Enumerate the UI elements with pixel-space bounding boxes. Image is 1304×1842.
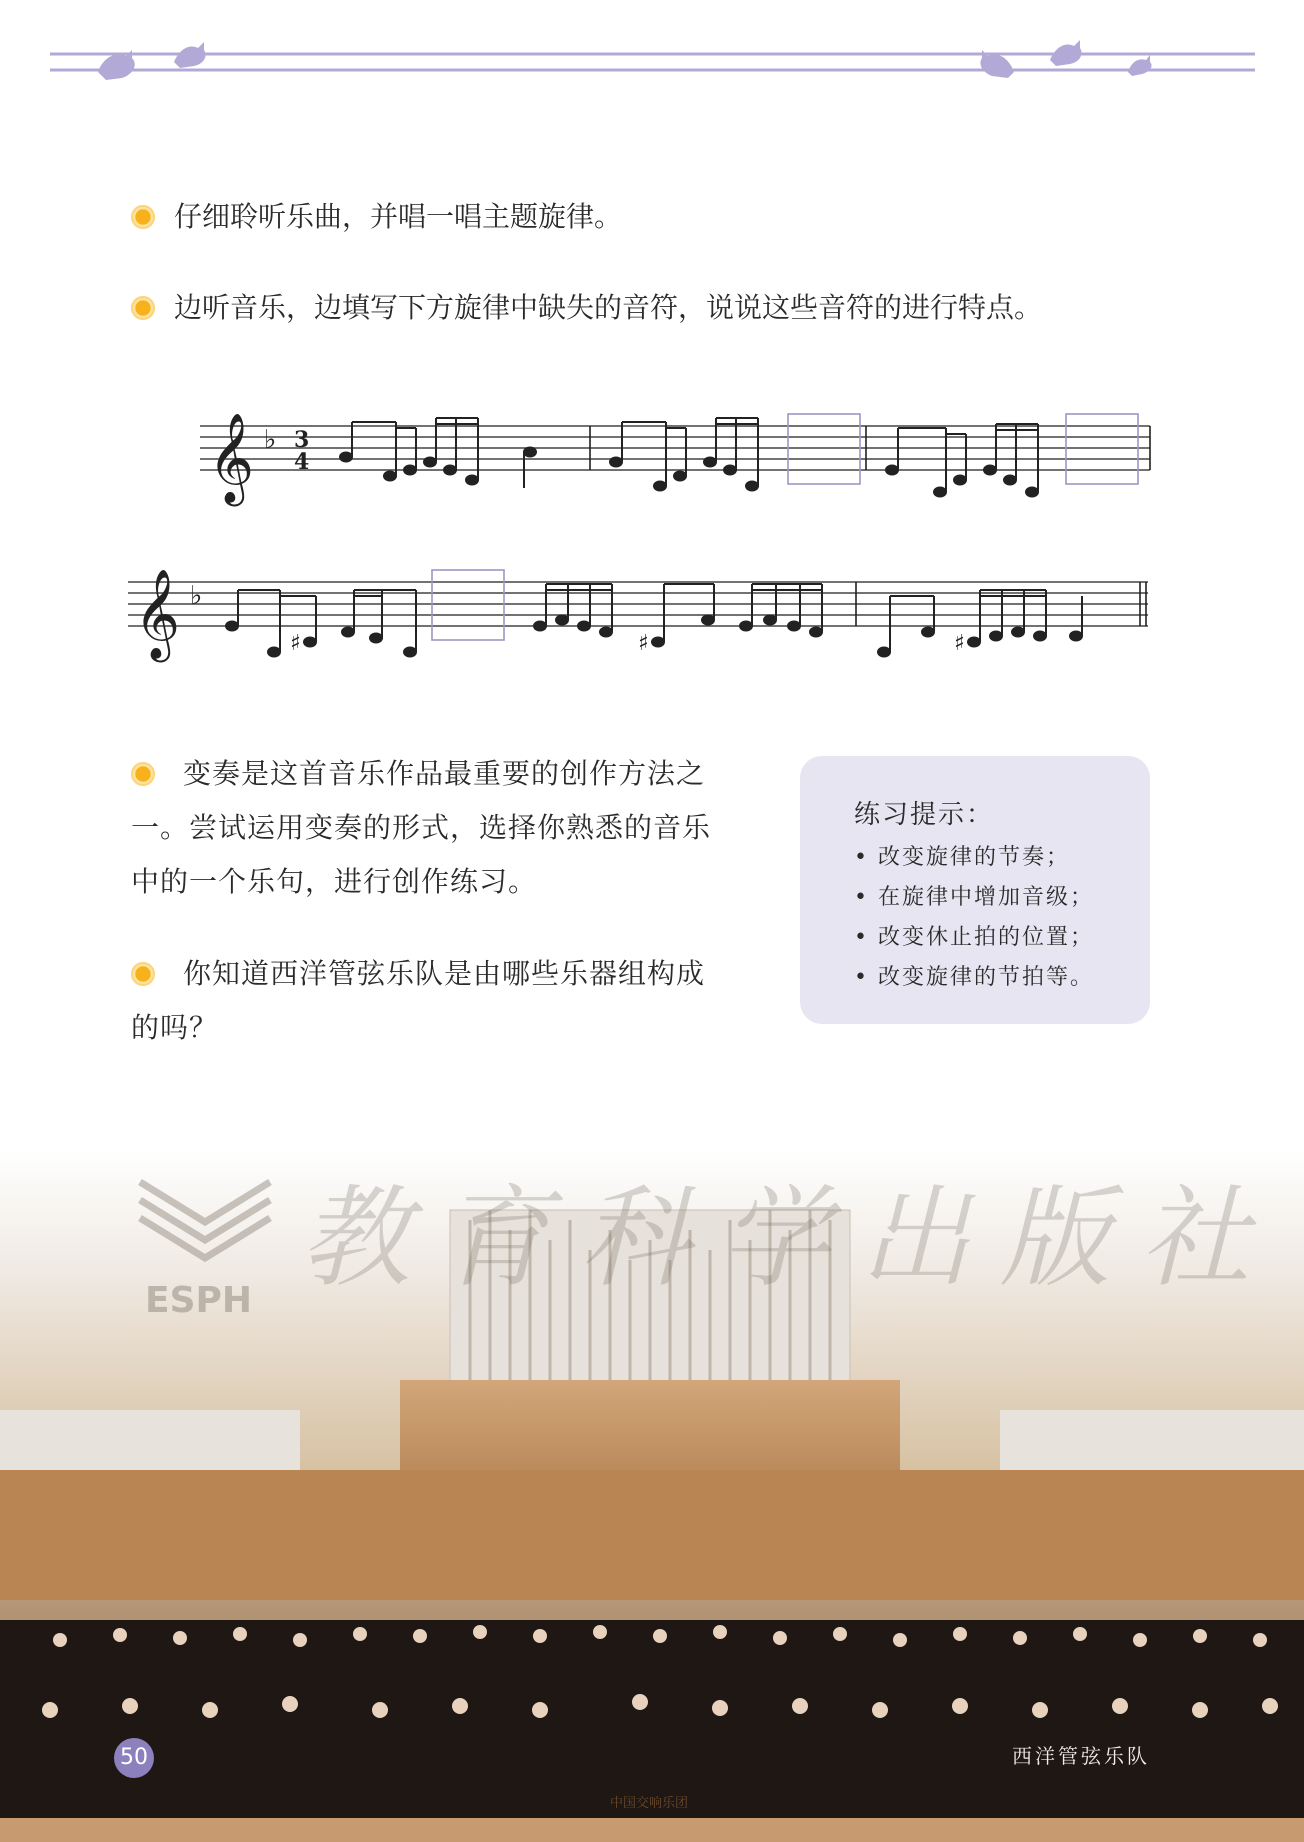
hint-item: • 改变旋律的节奏； (854, 838, 1094, 878)
publisher-logo-text: ESPH (145, 1280, 253, 1321)
hint-list (854, 838, 1094, 998)
blank-note-box (432, 570, 504, 640)
flat-sign-icon: ♭ (264, 425, 277, 455)
blank-note-box (1066, 414, 1138, 484)
sharp-sign-icon: ♯ (290, 631, 301, 656)
hint-title: 练习提示： (854, 800, 995, 830)
question-3 (131, 747, 761, 909)
question-3-line-3: 中的一个乐句，进行创作练习。 (131, 865, 538, 898)
score-line-1 (200, 400, 1160, 510)
bullet-icon (131, 296, 155, 320)
publisher-watermark: 教育科学出版社 (300, 1174, 1280, 1302)
practice-hint-box (800, 756, 1150, 1024)
question-4-line-2: 的吗？ (131, 1011, 219, 1044)
time-signature-top: 3 (294, 427, 310, 453)
hint-item: • 改变休止拍的位置； (854, 918, 1094, 958)
page-number: 50 (114, 1738, 154, 1778)
bullet-icon (131, 205, 155, 229)
question-2: 边听音乐，边填写下方旋律中缺失的音符，说说这些音符的进行特点。 (174, 291, 1043, 324)
sharp-sign-icon: ♯ (954, 631, 965, 656)
publisher-logo (130, 1162, 280, 1272)
hint-item: • 改变旋律的节拍等。 (854, 958, 1094, 998)
blank-note-box (788, 414, 860, 484)
bird-icon (1128, 55, 1152, 76)
flat-sign-icon: ♭ (190, 581, 203, 611)
bird-icon (174, 42, 206, 68)
question-1: 仔细聆听乐曲，并唱一唱主题旋律。 (174, 200, 623, 233)
question-4-line-1: 你知道西洋管弦乐队是由哪些乐器组构成 (183, 957, 706, 990)
sharp-sign-icon: ♯ (638, 631, 649, 656)
orchestra-label: 中国交响乐团 (610, 1796, 689, 1811)
time-signature-bottom: 4 (294, 449, 310, 475)
question-4 (131, 947, 761, 1055)
score-line-2 (128, 556, 1158, 666)
bird-icon (1050, 40, 1082, 66)
hint-item: • 在旋律中增加音级； (854, 878, 1094, 918)
question-3-line-2: 一。尝试运用变奏的形式，选择你熟悉的音乐 (131, 811, 712, 844)
header-decoration (50, 40, 1255, 90)
treble-clef-icon: 𝄞 (208, 413, 255, 503)
photo-caption: 西洋管弦乐队 (1012, 1744, 1150, 1768)
question-3-line-1: 变奏是这首音乐作品最重要的创作方法之 (183, 757, 706, 790)
treble-clef-icon: 𝄞 (134, 569, 181, 659)
